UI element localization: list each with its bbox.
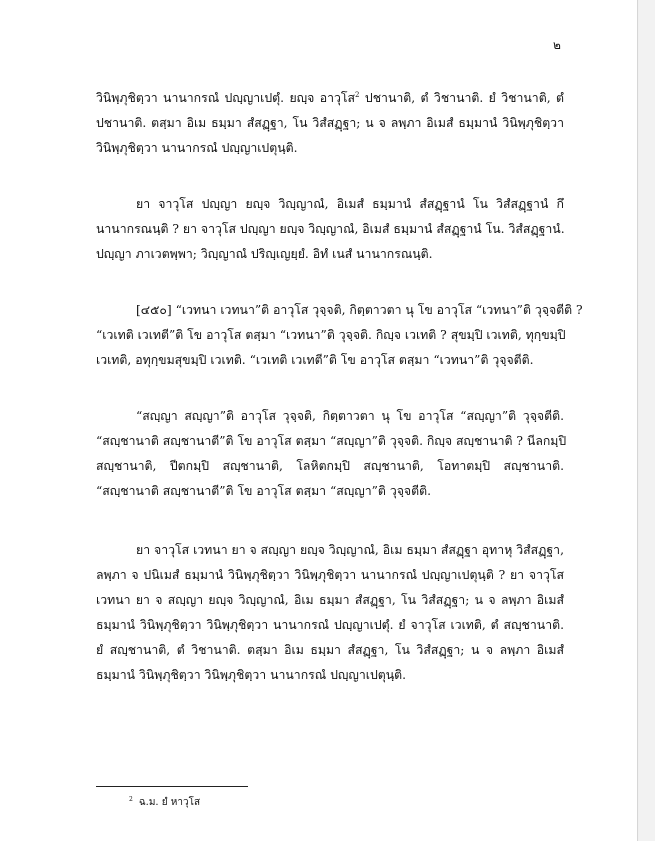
paragraph-line: ยา จาวุโส ปญฺญา ยญฺจ วิญฺญาณํ, อิเมสํ ธมฺมานํ สํสฏฺฐานํ โน วิสํสฏฺฐานํ กึ xyxy=(136,197,564,211)
paragraph-2 xyxy=(96,192,564,267)
paragraph-line: เวเทติ, อทุกฺขมสุขมฺปิ เวเทติ. “เวเทติ เวเทตี”ติ โข อาวุโส ตสฺมา “เวทนา”ติ วุจฺจตีติ. xyxy=(96,353,534,367)
paragraph-line: “สญฺชานาติ สญฺชานาตี”ติ โข อาวุโส ตสฺมา “สญฺญา”ติ วุจฺจติ. กิญฺจ สญฺชานาติ ? นีลกมฺปิ xyxy=(96,434,567,448)
paragraph-line: ธมฺมานํ วินิพฺภุชิตฺวา วินิพฺภุชิตฺวา นานากรณํ ปญฺญาเปตุนฺติ. xyxy=(96,668,407,682)
paragraph-line: วินิพฺภุชิตฺวา นานากรณํ ปญฺญาเปตุนฺติ. xyxy=(96,141,298,155)
paragraph-line: “สญฺญา สญฺญา”ติ อาวุโส วุจฺจติ, กิตฺตาวตา นุ โข อาวุโส “สญฺญา”ติ วุจฺจตีติ. xyxy=(136,409,564,423)
paragraph-line: “เวเทติ เวเทตี”ติ โข อาวุโส ตสฺมา “เวทนา”ติ วุจฺจติ. กิญฺจ เวเทติ ? สุขมฺปิ เวเทติ, ทุกฺขมฺปิ xyxy=(96,328,566,342)
page-edge xyxy=(639,0,655,841)
footnote-ref: 2 xyxy=(355,90,360,99)
paragraph-line: “สญฺชานาติ สญฺชานาตี”ติ โข อาวุโส ตสฺมา “สญฺญา”ติ วุจฺจตีติ. xyxy=(96,484,432,498)
paragraph-line: สญฺชานาติ, ปีตกมฺปิ สญฺชานาติ, โลหิตกมฺปิ สญฺชานาติ, โอทาตมฺปิ สญฺชานาติ. xyxy=(96,459,564,473)
paragraph-4 xyxy=(96,404,567,504)
paragraph-line: [๔๕๐] “เวทนา เวทนา”ติ อาวุโส วุจฺจติ, กิตฺตาวตา นุ โข อาวุโส “เวทนา”ติ วุจฺจตีติ ? xyxy=(136,303,583,317)
paragraph-line: เวทนา ยา จ สญฺญา ยญฺจ วิญฺญาณํ, อิเม ธมฺมา สํสฏฺฐา, โน วิสํสฏฺฐา; น จ ลพฺภา อิเมสํ xyxy=(96,593,564,607)
paragraph-line: ธมฺมานํ วินิพฺภุชิตฺวา วินิพฺภุชิตฺวา นานากรณํ ปญฺญาเปตุํ. ยํ จาวุโส เวเทติ, ตํ สญฺชานาติ. xyxy=(96,618,564,632)
paragraph-3 xyxy=(96,298,583,373)
paragraph-line: ปชานาติ. ตสฺมา อิเม ธมฺมา สํสฏฺฐา, โน วิสํสฏฺฐา; น จ ลพฺภา อิเมสํ ธมฺมานํ วินิพฺภุชิตฺวา xyxy=(96,116,564,130)
paragraph-line: ยา จาวุโส เวทนา ยา จ สญฺญา ยญฺจ วิญฺญาณํ, อิเม ธมฺมา สํสฏฺฐา อุทาหุ วิสํสฏฺฐา, xyxy=(136,543,564,557)
footnote-separator xyxy=(96,786,248,787)
footnote-text: ฉ.ม. ยํ หาวุโส xyxy=(138,797,201,808)
footnote xyxy=(129,795,200,810)
paragraph-1 xyxy=(96,86,564,161)
paragraph-line: วินิพฺภุชิตฺวา นานากรณํ ปญฺญาเปตุํ. ยญฺจ อาวุโส$^2$ ปชานาติ, ตํ วิชานาติ. ยํ วิชานาติ, ตํ xyxy=(96,90,564,105)
paragraph-line: ยํ สญฺชานาติ, ตํ วิชานาติ. ตสฺมา อิเม ธมฺมา สํสฏฺฐา, โน วิสํสฏฺฐา; น จ ลพฺภา อิเมสํ xyxy=(96,643,564,657)
paragraph-line: ปญฺญา ภาเวตพฺพา; วิญฺญาณํ ปริญฺเญยฺยํ. อิทํ เนสํ นานากรณนฺติ. xyxy=(96,247,433,261)
footnote-marker: 2 xyxy=(129,795,133,803)
paragraph-line: นานากรณนฺติ ? ยา จาวุโส ปญฺญา ยญฺจ วิญฺญาณํ, อิเมสํ ธมฺมานํ สํสฏฺฐานํ โน. วิสํสฏฺฐานํ. xyxy=(96,222,565,236)
paragraph-line: ลพฺภา จ ปนิเมสํ ธมฺมานํ วินิพฺภุชิตฺวา วินิพฺภุชิตฺวา นานากรณํ ปญฺญาเปตุนฺติ ? ยา จาวุโส xyxy=(96,568,564,582)
page-number: ๒ xyxy=(553,38,561,52)
paragraph-5 xyxy=(96,538,564,688)
